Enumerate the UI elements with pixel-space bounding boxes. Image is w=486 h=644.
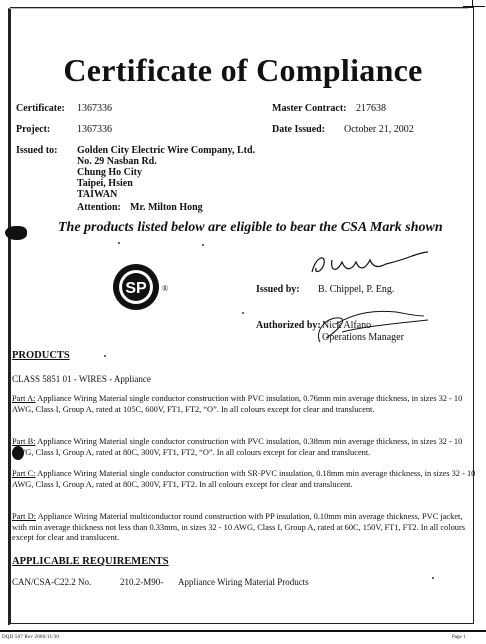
- issued-by-label: Issued by:: [256, 284, 300, 295]
- date-issued-label: Date Issued:: [272, 124, 326, 135]
- products-heading: PRODUCTS: [12, 350, 70, 361]
- part-c-text: Appliance Wiring Material single conductor construction with SR-PVC insulation, 0.18mm min average thickness, in sizes 32 - 10 AWG, Class I, Group A, rated at 80C, 300V, FT1, FT2. In all colours except for clear and translucent.: [12, 469, 476, 489]
- part-c-label: Part C:: [12, 469, 36, 478]
- certificate-number: 1367336: [77, 103, 112, 114]
- product-class: CLASS 5851 01 - WIRES - Appliance: [12, 374, 151, 384]
- issued-to-label: Issued to:: [16, 145, 58, 156]
- speck: [242, 312, 244, 314]
- authorized-by-title: Operations Manager: [322, 332, 404, 343]
- requirement-title: Appliance Wiring Material Products: [178, 577, 309, 587]
- part-d: [12, 512, 477, 544]
- corner-tick: [463, 6, 485, 7]
- issuer-signature-image: [302, 250, 432, 280]
- part-c: [12, 469, 477, 490]
- attention-label: Attention:: [77, 202, 121, 213]
- speck: [432, 577, 434, 579]
- part-b-text: Appliance Wiring Material single conductor construction with PVC insulation, 0.38mm min average thickness, in sizes 32 - 10 AWG, Class I, Group A, rated at 80C, 300V, FT1, FT2, “O”. In all colours except for clear and translucent.: [12, 437, 463, 457]
- part-a-text: Appliance Wiring Material single conductor construction with PVC insulation, 0.76mm min average thickness, in sizes 32 - 10 AWG, Class I, Group A, rated at 105C, 600V, FT1, FT2, “O”. In all colours except for clear and translucent.: [12, 394, 463, 414]
- authorized-by-label: Authorized by:: [256, 320, 321, 331]
- part-a-label: Part A:: [12, 394, 36, 403]
- issued-to-city: Chung Ho City: [77, 167, 143, 178]
- certificate-label: Certificate:: [16, 103, 65, 114]
- part-d-text: Appliance Wiring Material multiconductor round construction with PP insulation, 0.10mm min average thickness, PVC jacket, with min average thickness not less than 0.33mm, in sizes 32 - 10 AWG, Class I, Group A, rated at 60C, 150V, FT1, FT2. In all colours except for clear and translucent.: [12, 512, 465, 542]
- part-b: [12, 437, 477, 458]
- date-issued-value: October 21, 2002: [344, 124, 414, 135]
- page-title: Certificate of Compliance: [63, 52, 423, 88]
- authorized-by-name: Nick Alfano: [322, 320, 372, 331]
- footer-divider: [0, 630, 486, 632]
- part-b-label: Part B:: [12, 437, 36, 446]
- registered-mark: ®: [162, 284, 169, 293]
- requirements-heading: APPLICABLE REQUIREMENTS: [12, 556, 169, 567]
- project-label: Project:: [16, 124, 51, 135]
- issued-to-company: Golden City Electric Wire Company, Ltd.: [77, 145, 256, 156]
- master-contract-label: Master Contract:: [272, 103, 347, 114]
- footer-form-code: DQD 507 Rev 2000/11/30: [2, 635, 60, 640]
- part-d-label: Part D:: [12, 512, 36, 521]
- scan-artifact: [5, 226, 27, 240]
- project-number: 1367336: [77, 124, 112, 135]
- issued-to-country: TAIWAN: [77, 189, 118, 200]
- eligibility-statement: The products listed below are eligible to bear the CSA Mark shown: [58, 220, 443, 235]
- issued-to-region: Taipei, Hsien: [77, 178, 133, 189]
- footer-page-number: Page 1: [452, 635, 466, 640]
- requirement-number: 210.2-M90-: [120, 577, 164, 587]
- speck: [104, 355, 106, 357]
- attention-value: Mr. Milton Hong: [130, 202, 203, 213]
- speck: [202, 244, 204, 246]
- issued-to-street: No. 29 Nasban Rd.: [77, 156, 157, 167]
- part-a: [12, 394, 477, 415]
- issued-by-name: B. Chippel, P. Eng.: [318, 284, 395, 295]
- master-contract-value: 217638: [356, 103, 386, 114]
- csa-mark-letters: SP: [125, 280, 147, 297]
- speck: [118, 242, 120, 244]
- csa-mark-icon: [112, 263, 160, 311]
- requirement-standard: CAN/CSA-C22.2 No.: [12, 577, 92, 587]
